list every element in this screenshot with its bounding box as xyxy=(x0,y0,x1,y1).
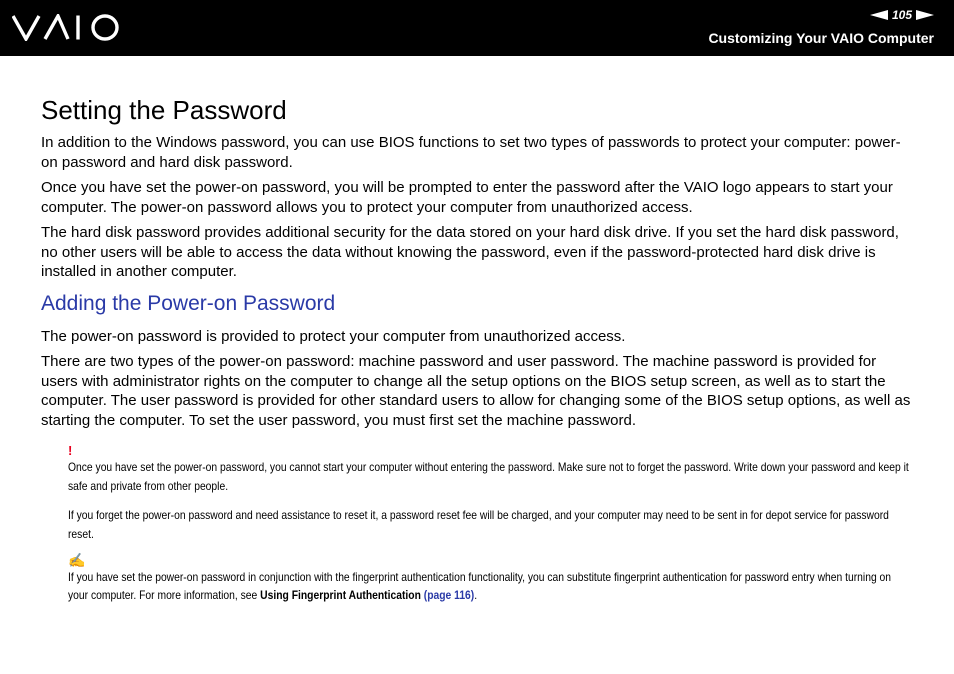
next-page-icon[interactable] xyxy=(916,10,934,20)
pencil-icon: ✍ xyxy=(68,552,86,568)
page-title: Setting the Password xyxy=(41,95,287,125)
section-title: Customizing Your VAIO Computer xyxy=(708,30,934,46)
caution-text-2: If you forget the power-on password and need assistance to reset it, a password reset fee will be charged, and your computer may need to be sent in for depot service for password reset. xyxy=(68,508,889,541)
intro-paragraph-2: Once you have set the power-on password, you will be prompted to enter the password after the VAIO logo appears to start your computer. The power-on password allows you to protect your computer from unauthorized access. xyxy=(41,179,893,216)
sub-paragraph-1: The power-on password is provided to protect your computer from unauthorized access. xyxy=(41,327,626,345)
tip-text-end: . xyxy=(474,588,478,602)
page-number: 105 xyxy=(891,8,912,22)
tip-text xyxy=(68,568,911,604)
page-navigation xyxy=(870,7,934,23)
tip-reference-title: Using Fingerprint Authentication xyxy=(260,588,421,602)
intro-paragraph-1: In addition to the Windows password, you can use BIOS functions to set two types of passwords to protect your computer: power-on password and hard disk password. xyxy=(41,134,901,171)
page-link[interactable]: (page 116) xyxy=(423,588,475,602)
main-content xyxy=(41,94,916,604)
caution-icon: ! xyxy=(68,443,73,458)
sub-paragraph-2: There are two types of the power-on password: machine password and user password. The machine password is provided for users with administrator rights on the computer to change all the setup options on the BIOS setup screen, as well as to start the computer. The user password is provided for other standard users to allow for changing some of the BIOS setup options, as well as starting the computer. To set the user password, you must first set the machine password. xyxy=(41,353,911,429)
intro-paragraph-3: The hard disk password provides additional security for the data stored on your hard disk drive. If you set the hard disk password, no other users will be able to access the data without knowing the password, even if the password-protected hard disk drive is installed in another computer. xyxy=(41,224,899,280)
header-bar xyxy=(0,0,954,56)
vaio-logo xyxy=(12,14,120,41)
section-subtitle: Adding the Power-on Password xyxy=(41,291,336,315)
caution-text-1: Once you have set the power-on password, you cannot start your computer without entering the password. Make sure not to forget the password. Write down your password and keep it safe and private from other people. xyxy=(68,460,909,493)
previous-page-icon[interactable] xyxy=(870,10,888,20)
tip-text-start: If you have set the power-on password in conjunction with the fingerprint authentication functionality, you can substitute fingerprint authentication for password entry when turning on your computer. For more information, see xyxy=(68,570,892,602)
tip-note xyxy=(68,552,916,604)
caution-note xyxy=(68,444,916,544)
